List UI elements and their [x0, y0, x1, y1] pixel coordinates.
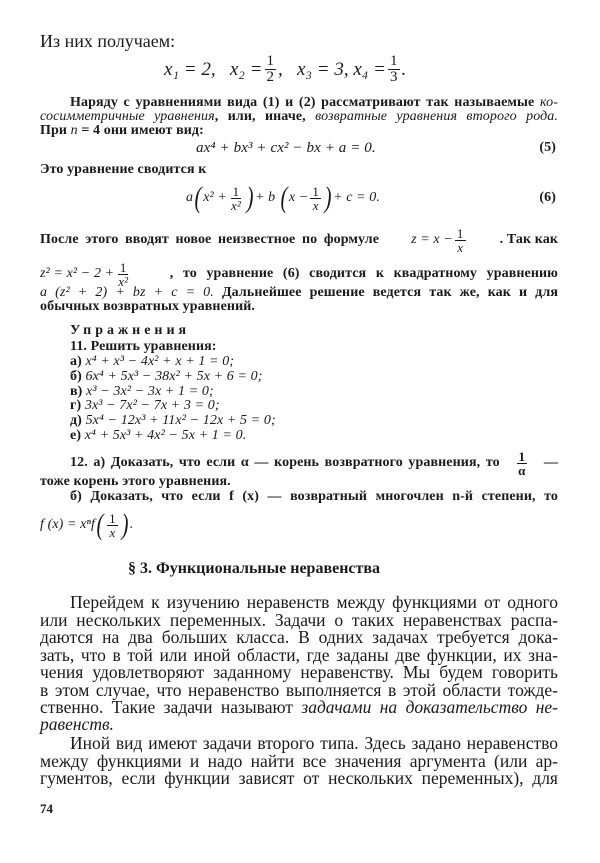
term-skew-symmetric: сосимметричные уравнения [40, 109, 215, 124]
fraction: 1 x [109, 510, 116, 540]
paragraph-line: Наряду с уравнениями вида (1) и (2) рассматривают так называемые ко- [70, 95, 558, 110]
paragraph-line: между функциями и надо найти все значения аргумента (или ар- [40, 751, 558, 771]
paragraph-line: или нескольких переменных. Задачи о таких неравенствах распа- [40, 610, 558, 630]
fraction: $\frac{1}{x}$ [456, 225, 464, 255]
exercise-item: д) 5x⁴ − 12x³ + 11x² − 12x + 5 = 0; [70, 413, 276, 429]
term-proof-of-inequalities: задачами на доказательство не- [301, 697, 559, 717]
fraction: $\frac{1}{\text{x²}}$ [230, 183, 241, 213]
fraction: $\frac{1}{2}$ [266, 53, 274, 85]
page-number: 74 [40, 801, 53, 816]
exercise-12a: 12. а) Доказать, что если α — корень возвратного уравнения, то 1 α — [70, 448, 558, 478]
section-heading: § 3. Функциональные неравенства [128, 560, 381, 577]
exercise-12b-formula: f (x) = xⁿf ( 1 x ) . [40, 508, 134, 541]
exercise-11: 11. Решить уравнения: [70, 339, 217, 354]
paragraph-line: даются на два больших класса. В одних задачах требуется дока- [40, 627, 558, 647]
exercise-12b: б) Доказать, что если f (x) — возвратный многочлен n-й степени, то [70, 489, 558, 504]
exercises-heading: Упражнения [70, 323, 191, 338]
paragraph-line: гументов, если функции зависят от нескольких переменных), для [40, 768, 558, 788]
root-x2: x₂ = [229, 58, 263, 80]
paragraph-line: Иной вид имеют задачи второго типа. Здесь задано неравенство [70, 733, 558, 753]
paragraph-line: ственно. Такие задачи называют задачами на доказательство не- [40, 697, 559, 717]
root-x4: x₄ = [353, 58, 386, 80]
paragraph-line: обычных возвратных уравнений. [40, 299, 255, 314]
paragraph-line: z² = x² − 2 + $\frac{1}{\text{x²}}$ , то уравнение (6) сводится к квадратному уравнению [40, 259, 558, 289]
exercise-item: г) 3x³ − 7x² − 7x + 3 = 0; [70, 398, 220, 414]
equation-number: (6) [539, 190, 556, 205]
exercise-11-list [70, 355, 276, 444]
exercise-item: а) x⁴ + x³ − 4x² + x + 1 = 0; [70, 354, 235, 369]
paragraph-line: сосимметричные уравнения, или, иначе, возвратные уравнения второго рода. [40, 109, 558, 124]
exercise-12a-cont: тоже корень этого уравнения. [40, 474, 231, 489]
roots-equation: x₁ = 2, x₂ = $\frac{1}{2}$ , x₃ = 3, x₄ = $\frac{1}{3}$ . [164, 53, 407, 85]
paragraph-line: После этого вводят новое неизвестное по формуле z = x − $\frac{1}{x}$ . Так как [40, 225, 558, 255]
exercise-item: б) 6x⁴ + 5x³ − 38x² + 5x + 6 = 0; [70, 368, 263, 384]
fraction: $\frac{1}{x}$ [312, 183, 319, 213]
intro-text: Из них получаем: [40, 31, 176, 51]
paragraph-line: a (z² + 2) + bz + c = 0. Дальнейшее решение ведется так же, как и для [40, 285, 558, 300]
paragraph-line: равенств. [40, 714, 114, 734]
paragraph-line: в этом случае, что неравенство выполняется в этой области тожде- [40, 680, 558, 700]
fraction: $\frac{1}{3}$ [390, 53, 398, 85]
fraction: $\frac{1}{\text{x²}}$ [118, 259, 129, 289]
equation-6: a ( x² + $\frac{1}{\text{x²}}$ ) + b ( x − $\frac{1}{x}$ ) + c = 0. (6) [186, 181, 556, 214]
paragraph-line: При n = 4 они имеют вид: [40, 123, 204, 138]
paragraph-line: Это уравнение сводится к [40, 162, 207, 177]
fraction: 1 α [518, 448, 526, 478]
paragraph-line: Перейдем к изучению неравенств между функциями от одного [70, 592, 558, 612]
root-x1: x₁ = 2, [164, 58, 216, 80]
paragraph-line: зать, что в той или иной области, где заданы две функции, их зна- [40, 645, 558, 665]
term-reciprocal-second-kind: возвратные уравнения второго рода. [315, 109, 558, 124]
equation-number: (5) [539, 140, 556, 155]
root-x3: x₃ = 3, [297, 58, 349, 80]
exercise-item: е) x⁴ + 5x³ + 4x² − 5x + 1 = 0. [70, 427, 247, 443]
paragraph-line: чения удовлетворяют заданному неравенству. Мы будем говорить [40, 662, 558, 682]
exercise-item: в) x³ − 3x² − 3x + 1 = 0; [70, 383, 214, 399]
